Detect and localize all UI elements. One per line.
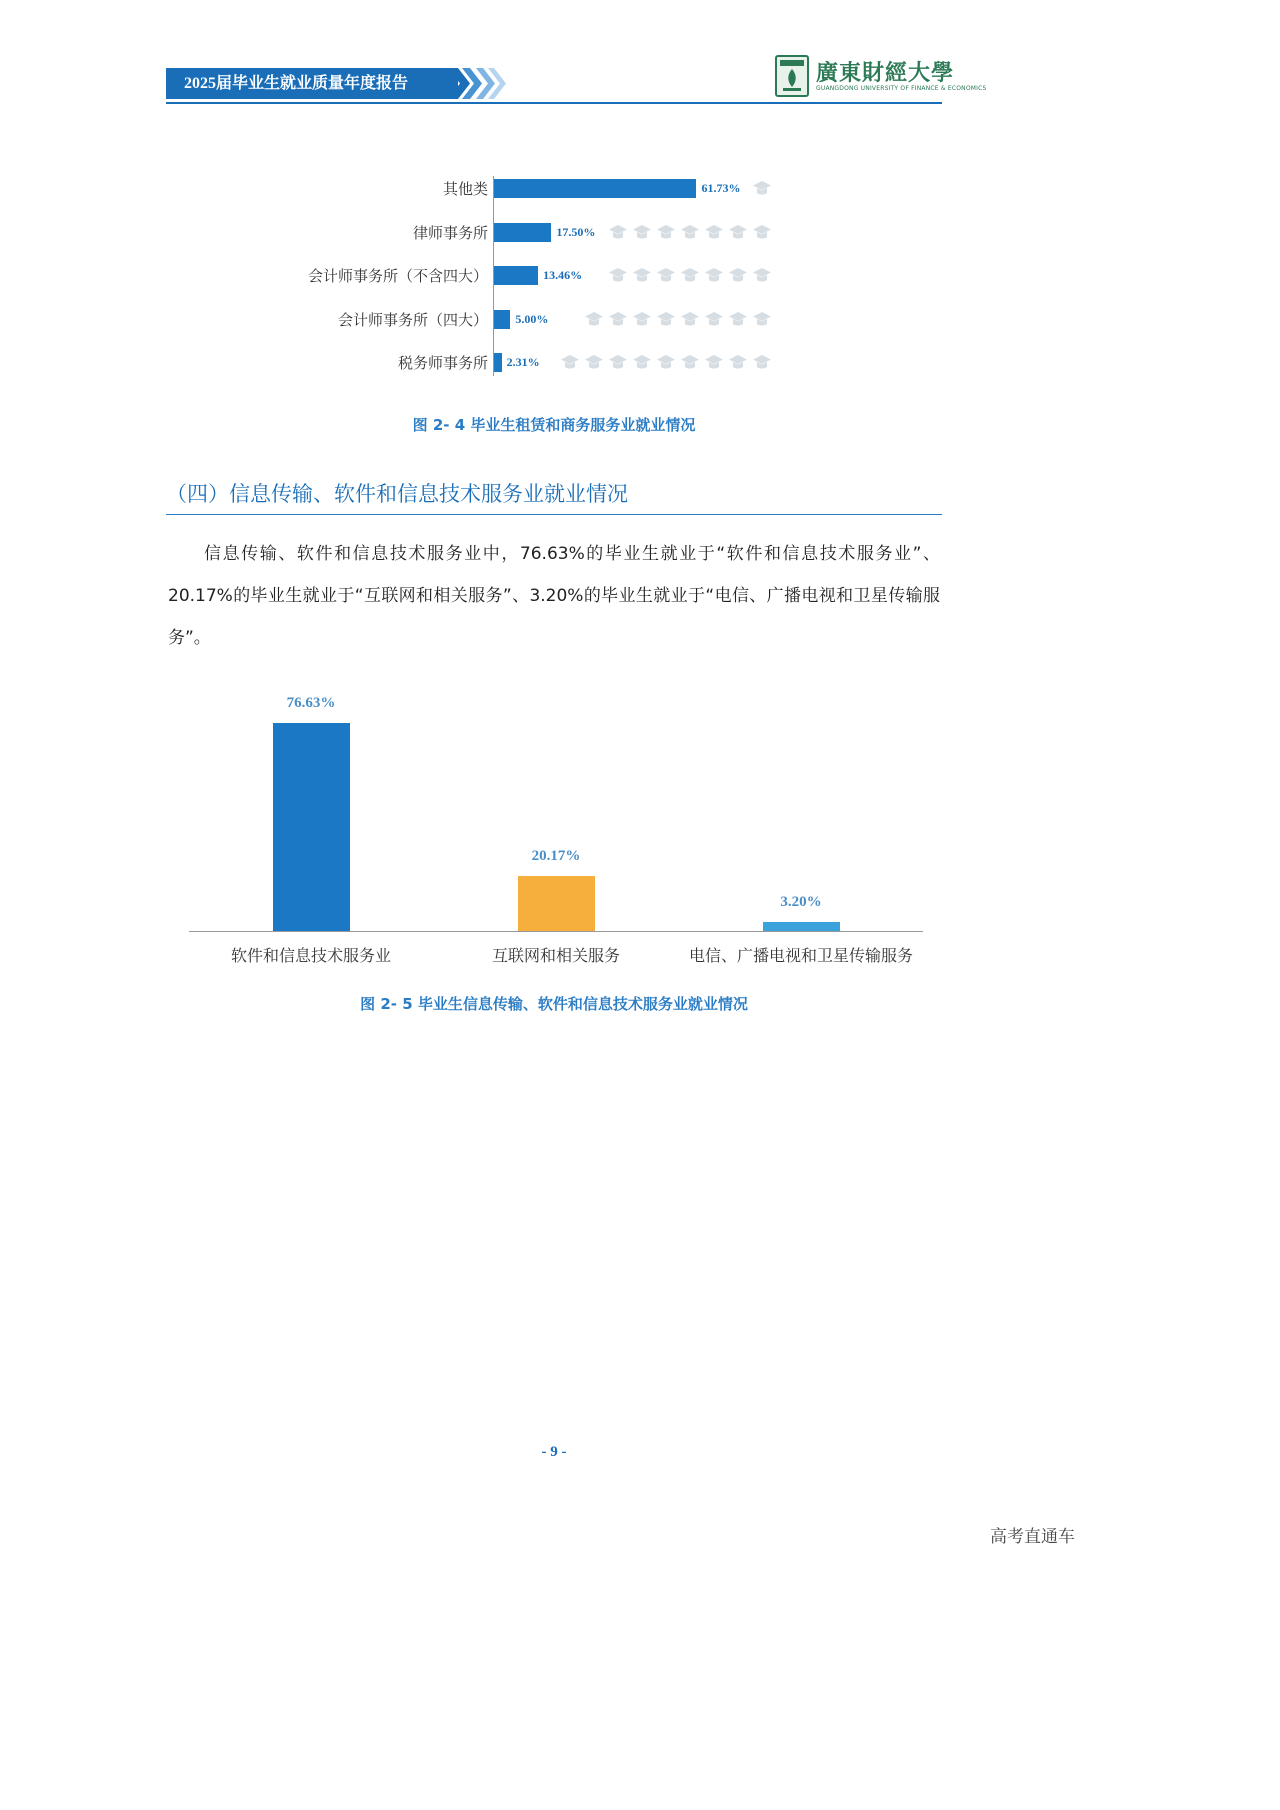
graduation-cap-icon xyxy=(584,353,604,372)
chart1-value-label: 13.46% xyxy=(543,268,583,282)
university-emblem-icon xyxy=(775,55,809,97)
chart1-value-label: 5.00% xyxy=(515,311,549,326)
chart1-value-label: 2.31% xyxy=(506,355,540,369)
graduation-cap-icon xyxy=(752,310,772,329)
graduation-cap-icon xyxy=(656,223,676,242)
chart1-value-label: 17.50% xyxy=(556,224,596,239)
page-number: - 9 - xyxy=(541,1444,567,1460)
graduation-cap-icon xyxy=(728,266,748,285)
graduation-cap-icon xyxy=(656,310,676,329)
chart2-value-label: 3.20% xyxy=(780,894,822,911)
graduation-cap-icon xyxy=(632,223,652,242)
graduation-cap-icon xyxy=(632,266,652,285)
graduation-cap-icon xyxy=(680,310,700,329)
chart1-category-label: 税务师事务所 xyxy=(397,354,488,372)
graduation-cap-icon xyxy=(656,266,676,285)
university-name-en: GUANGDONG UNIVERSITY OF FINANCE & ECONOMICS xyxy=(816,85,987,92)
chart2-axis xyxy=(189,931,923,932)
chart1-category-label: 会计师事务所（不含四大） xyxy=(307,267,488,285)
graduation-cap-icon xyxy=(680,353,700,372)
graduation-cap-icon xyxy=(704,223,724,242)
university-name: 廣東財經大學 xyxy=(816,60,955,86)
chart1-bar xyxy=(494,310,510,329)
graduation-cap-icon xyxy=(680,266,700,285)
figure-caption-2-4: 图 2- 4 毕业生租赁和商务服务业就业情况 xyxy=(412,416,696,434)
chart2-category-label: 电信、广播电视和卫星传输服务 xyxy=(688,946,913,965)
graduation-cap-icon xyxy=(752,179,772,198)
graduation-cap-icon xyxy=(632,310,652,329)
chart1-bar xyxy=(494,353,502,372)
graduation-cap-icon xyxy=(728,310,748,329)
graduation-cap-icon xyxy=(752,353,772,372)
graduation-cap-icon xyxy=(608,266,628,285)
graduation-cap-icon xyxy=(584,310,604,329)
chart2-category-label: 互联网和相关服务 xyxy=(491,946,620,965)
graduation-cap-icon xyxy=(680,223,700,242)
graduation-cap-icon xyxy=(752,266,772,285)
chart1-bar xyxy=(494,179,696,198)
chart1-category-label: 律师事务所 xyxy=(412,223,488,242)
graduation-cap-icon xyxy=(728,223,748,242)
graduation-cap-icon xyxy=(560,353,580,372)
graduation-cap-icon xyxy=(656,353,676,372)
chart2-bar xyxy=(518,876,595,931)
chart1-bar xyxy=(494,266,538,285)
chart1-value-label: 61.73% xyxy=(701,181,741,195)
chart2-value-label: 76.63% xyxy=(286,694,336,711)
watermark-text: 高考直通车 xyxy=(990,1527,1075,1547)
figure-caption-2-5: 图 2- 5 毕业生信息传输、软件和信息技术服务业就业情况 xyxy=(360,995,748,1013)
report-title: 2025届毕业生就业质量年度报告 xyxy=(184,75,409,92)
graduation-cap-icon xyxy=(704,266,724,285)
header-rule xyxy=(166,102,942,104)
graduation-cap-icon xyxy=(704,310,724,329)
chart2-bar xyxy=(763,922,840,931)
chevron-arrows-icon xyxy=(448,68,508,99)
graduation-cap-icon xyxy=(608,223,628,242)
section-heading-rule xyxy=(166,514,942,515)
chart2-value-label: 20.17% xyxy=(531,848,581,865)
graduation-cap-icon xyxy=(752,223,772,242)
graduation-cap-icon xyxy=(608,310,628,329)
chart1-category-label: 其他类 xyxy=(442,180,488,198)
report-title-banner xyxy=(166,68,458,99)
chart2-category-label: 软件和信息技术服务业 xyxy=(230,946,391,965)
section-paragraph: 信息传输、软件和信息技术服务业中，76.63%的毕业生就业于“软件和信息技术服务业”、20.17%的毕业生就业于“互联网和相关服务”、3.20%的毕业生就业于“电信、广播电视和卫星传输服务”。 xyxy=(168,544,940,648)
graduation-cap-icon xyxy=(608,353,628,372)
graduation-cap-icon xyxy=(728,353,748,372)
graduation-cap-icon xyxy=(632,353,652,372)
section-heading: （四）信息传输、软件和信息技术服务业就业情况 xyxy=(166,482,628,506)
chart1-category-label: 会计师事务所（四大） xyxy=(337,310,488,329)
chart1-bar xyxy=(494,223,551,242)
chart2-bar xyxy=(273,723,350,931)
graduation-cap-icon xyxy=(704,353,724,372)
